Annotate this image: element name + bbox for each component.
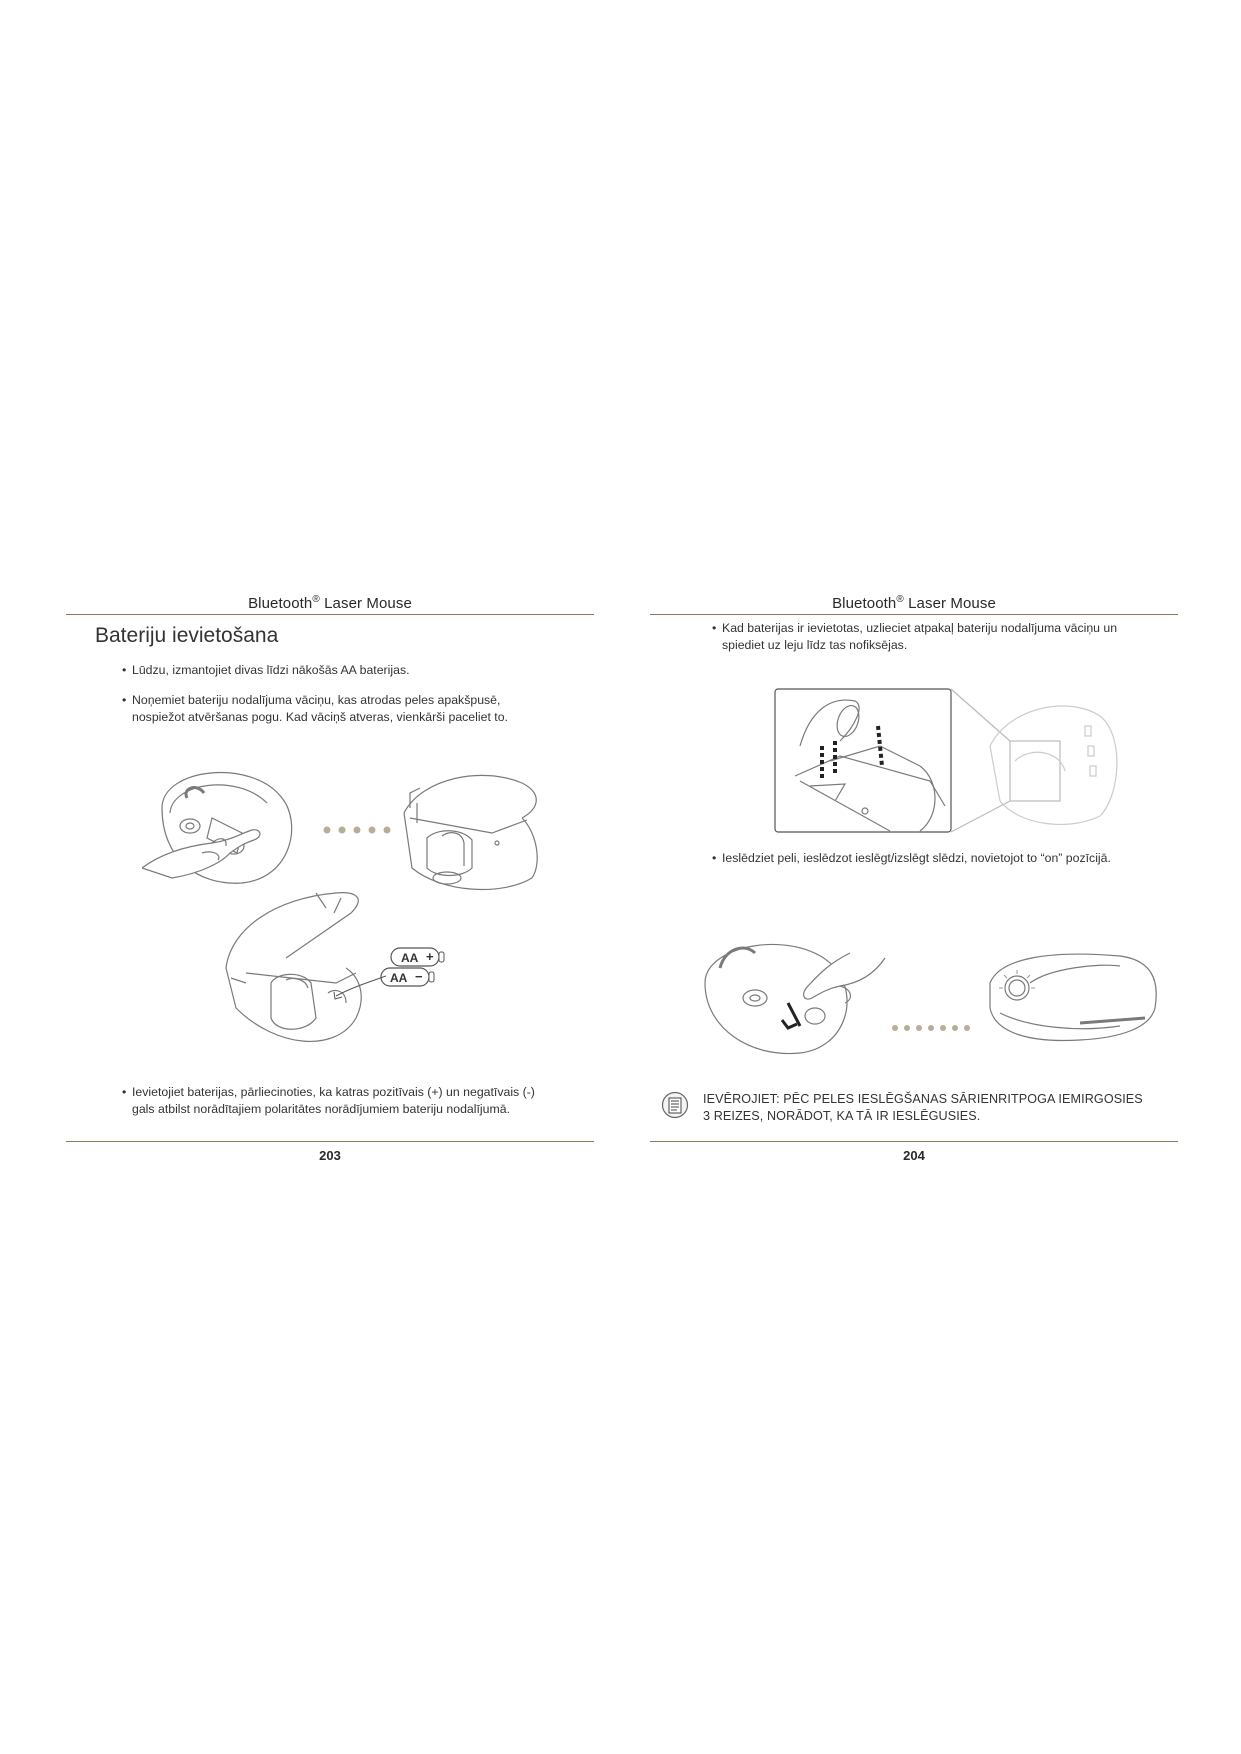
bullet-marker: • [122,693,127,707]
header-rule [66,614,594,615]
progress-dots [324,827,391,834]
page-header [650,594,1178,612]
header-title-suffix: Laser Mouse [319,595,412,612]
footer-rule [66,1141,594,1142]
bullet-remove-cover [122,692,508,726]
note-text-line1: IEVĒROJIET: PĒC PELES IESLĒGŠANAS SĀRIENRITPOGA IEMIRGOSIES [703,1092,1143,1106]
footer-rule [650,1141,1178,1142]
registered-mark: ® [896,594,904,605]
bullet-replace-cover [712,620,1117,654]
left-page [66,588,594,1168]
bullet-marker: • [122,1085,127,1099]
registered-mark: ® [312,594,320,605]
bullet-marker: • [712,621,717,635]
bullet-text: Ieslēdziet peli, ieslēdzot ieslēgt/izslēgt slēdzi, novietojot to “on” pozīcijā. [722,851,1111,865]
bullet-batteries-info [122,662,410,679]
bullet-text: Ievietojiet baterijas, pārliecinoties, ka katras pozitīvais (+) un negatīvais (-) [132,1085,535,1099]
header-title-suffix: Laser Mouse [903,595,996,612]
page-number: 204 [903,1148,925,1163]
bullet-text: Kad baterijas ir ievietotas, uzlieciet atpakaļ bateriju nodalījuma vāciņu un [722,621,1118,635]
remove-cover-illustration [142,758,592,908]
section-heading: Bateriju ievietošana [95,624,279,647]
power-switch-illustration [700,928,1180,1068]
bullet-marker: • [712,851,717,865]
note-text-line2: 3 REIZES, NORĀDOT, KA TĀ IR IESLĒGUSIES. [703,1109,981,1123]
bullet-switch-on [712,850,1111,867]
battery-sign-plus: + [426,949,434,964]
progress-dots [892,1025,970,1031]
replace-cover-illustration [770,686,1130,836]
bullet-text: Lūdzu, izmantojiet divas līdzi nākošās AA baterijas. [132,663,410,677]
battery-label-2: AA [390,971,408,985]
insert-batteries-illustration [216,888,516,1058]
bullet-text-line2: gals atbilst norādītajiem polaritātes norādījumiem bateriju nodalījumā. [132,1102,510,1116]
header-rule [650,614,1178,615]
header-title: Bluetooth [248,595,313,612]
bullet-text: Noņemiet bateriju nodalījuma vāciņu, kas atrodas peles apakšpusē, [132,693,501,707]
battery-label-1: AA [401,951,419,965]
header-title: Bluetooth [832,595,897,612]
bullet-marker: • [122,663,127,677]
page-header [66,594,594,612]
battery-sign-minus: − [415,969,423,984]
page-number: 203 [319,1148,341,1163]
bullet-text-line2: nospiežot atvēršanas pogu. Kad vāciņš atveras, vienkārši paceliet to. [132,710,508,724]
right-page [650,588,1178,1168]
bullet-text-line2: spiediet uz leju līdz tas nofiksējas. [722,638,908,652]
note-icon [661,1091,689,1119]
bullet-insert-batteries [122,1084,535,1118]
power-note [703,1091,1143,1125]
